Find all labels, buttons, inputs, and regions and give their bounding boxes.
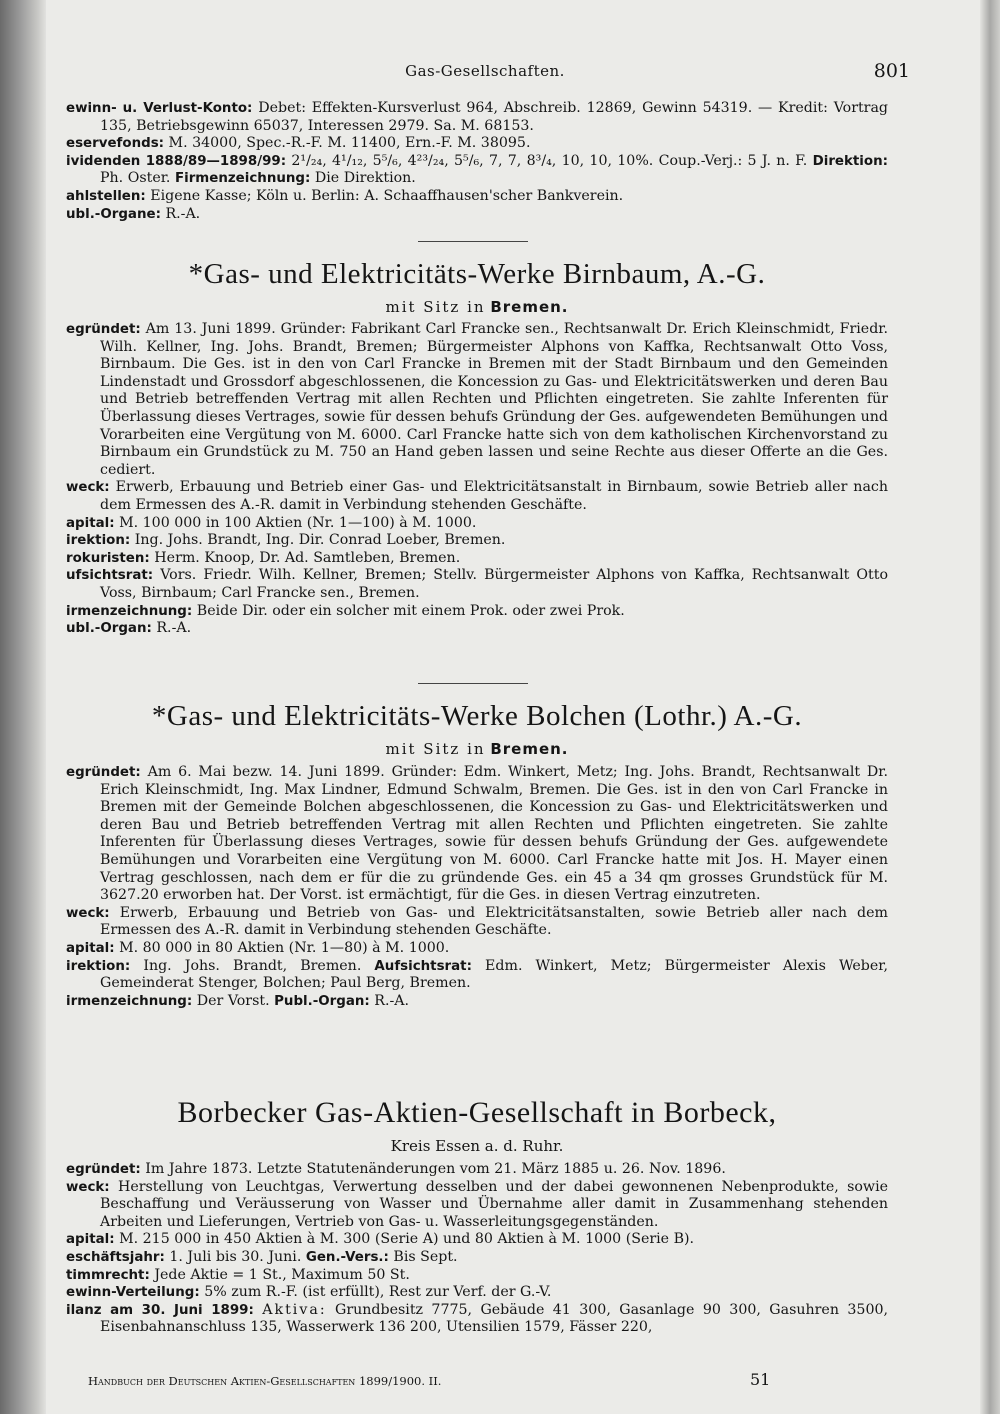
field-label: ividenden 1888/89—1898/99: — [66, 153, 287, 169]
field-sublabel: Aktiva: — [262, 1301, 327, 1318]
prev-entry — [66, 100, 888, 223]
company-entry — [66, 1161, 888, 1337]
field-label: Publ.-Organ: — [274, 993, 370, 1009]
signature-mark: 51 — [750, 1370, 771, 1389]
seat-prefix: mit Sitz in — [385, 740, 486, 758]
section-divider — [418, 683, 528, 684]
entry-field — [66, 100, 888, 135]
entry-field — [66, 764, 888, 905]
field-text: M. 100 000 in 100 Aktien (Nr. 1—100) à M. 1000. — [119, 514, 477, 531]
company-entry — [66, 321, 888, 638]
field-text: Der Vorst. — [196, 992, 270, 1009]
running-header — [60, 62, 910, 86]
field-label: ubl.-Organe: — [66, 206, 161, 222]
seat-city: Bremen. — [490, 740, 569, 758]
field-text: M. 34000, Spec.-R.-F. M. 11400, Ern.-F. M. 38095. — [168, 135, 531, 152]
field-text: Herm. Knoop, Dr. Ad. Samtleben, Bremen. — [154, 549, 461, 566]
company-seat — [66, 298, 888, 316]
field-label: ewinn- u. Verlust-Konto: — [66, 101, 253, 116]
running-title: Gas-Gesellschaften. — [405, 62, 565, 80]
field-label: egründet: — [66, 1162, 141, 1177]
entry-field — [66, 1179, 888, 1232]
field-text: 1. Juli bis 30. Juni. — [169, 1248, 302, 1265]
field-text: Die Direktion. — [314, 170, 416, 187]
entry-field — [66, 993, 888, 1011]
field-text: Erwerb, Erbauung und Betrieb von Gas- und Elektricitätsanstalten, sowie Betrieb aller nach dem Ermessen des A.-R. damit in Verbindung stehenden Geschäfte. — [100, 904, 888, 939]
field-label: weck: — [66, 905, 110, 921]
field-text: Vors. Friedr. Wilh. Kellner, Bremen; Stellv. Bürgermeister Alphons von Kaffka, Rechtsanwalt Otto Voss, Birnbaum; Carl Francke sen., Bremen. — [100, 567, 888, 601]
field-text: Edm. Winkert, Metz; Bürgermeister Alexis Weber, Gemeinderat Stenger, Bolchen; Paul Berg, Bremen. — [100, 957, 888, 992]
entry-field — [66, 550, 888, 568]
field-text: Ph. Oster. — [100, 170, 171, 187]
company-entry — [66, 764, 888, 1010]
entry-field — [66, 135, 888, 153]
entry-field — [66, 1249, 888, 1267]
field-label: Aufsichtsrat: — [374, 958, 472, 974]
field-label: ilanz am 30. Juni 1899: — [66, 1302, 254, 1318]
field-label: apital: — [66, 1232, 115, 1248]
field-text: R.-A. — [156, 620, 192, 637]
field-text: Grundbesitz 7775, Gebäude 41 300, Gasanlage 90 300, Gasuhren 3500, Eisenbahnanschluss 135, Wasserwerk 136 200, Utensilien 1579, Fässer 220, — [100, 1301, 889, 1336]
field-label: weck: — [66, 1179, 110, 1195]
field-label: Direktion: — [812, 153, 888, 169]
field-label: irektion: — [66, 958, 131, 974]
field-text: R.-A. — [165, 205, 201, 222]
field-label: ubl.-Organ: — [66, 621, 152, 637]
field-text: M. 80 000 in 80 Aktien (Nr. 1—80) à M. 1000. — [119, 939, 450, 956]
entry-field — [66, 206, 888, 224]
entry-field — [66, 940, 888, 958]
field-text: R.-A. — [374, 992, 410, 1009]
field-label: ahlstellen: — [66, 188, 146, 204]
scan-left-edge — [0, 0, 46, 1414]
page-number: 801 — [873, 60, 910, 82]
seat-prefix: mit Sitz in — [385, 298, 486, 316]
company-title: Borbecker Gas-Aktien-Gesellschaft in Borbeck, — [177, 1096, 777, 1129]
field-text: Herstellung von Leuchtgas, Verwertung desselben und der dabei gewonnenen Nebenprodukte, sowie Beschaffung und Veräusserung von Wasser und Übernahme aller damit in Zusammenhang stehenden Arbeiten und Lieferungen, Vertrieb von Gas- u. Wasserleitungsgegenständen. — [100, 1178, 888, 1230]
field-text: Ing. Johs. Brandt, Ing. Dir. Conrad Loeber, Bremen. — [134, 532, 506, 549]
company-subtitle: Kreis Essen a. d. Ruhr. — [390, 1137, 564, 1155]
scan-right-edge — [980, 0, 1000, 1414]
field-text: Bis Sept. — [393, 1248, 458, 1265]
field-text: Jede Aktie = 1 St., Maximum 50 St. — [154, 1266, 410, 1283]
field-text: Beide Dir. oder ein solcher mit einem Prok. oder zwei Prok. — [196, 602, 625, 619]
footer-source: Handbuch der Deutschen Aktien-Gesellschaften 1899/1900. II. — [88, 1374, 442, 1388]
section-divider — [418, 241, 528, 242]
entry-field — [66, 620, 888, 638]
field-label: egründet: — [66, 322, 141, 337]
field-text: Im Jahre 1873. Letzte Statutenänderungen vom 21. März 1885 u. 26. Nov. 1896. — [145, 1161, 726, 1177]
entry-field — [66, 1267, 888, 1285]
field-text: 5% zum R.-F. (ist erfüllt), Rest zur Verf. der G.-V. — [204, 1284, 552, 1301]
seat-city: Bremen. — [490, 298, 569, 316]
field-label: Firmenzeichnung: — [174, 171, 311, 187]
entry-field — [66, 1302, 888, 1337]
company-title: *Gas- und Elektricitäts-Werke Birnbaum, A.-G. — [188, 258, 766, 290]
field-text: Erwerb, Erbauung und Betrieb einer Gas- und Elektricitätsanstalt in Birnbaum, sowie Betrieb aller nach dem Ermessen des A.-R. damit in Verbindung stehenden Geschäfte. — [100, 479, 888, 513]
field-label: eservefonds: — [66, 136, 165, 152]
company-title: *Gas- und Elektricitäts-Werke Bolchen (Lothr.) A.-G. — [151, 700, 803, 732]
field-label: ufsichtsrat: — [66, 568, 154, 584]
entry-field — [66, 321, 888, 479]
field-label: egründet: — [66, 765, 141, 780]
entry-field — [66, 603, 888, 621]
field-label: weck: — [66, 480, 110, 496]
field-label: apital: — [66, 515, 115, 531]
field-label: eschäftsjahr: — [66, 1249, 165, 1265]
entry-field — [66, 479, 888, 514]
entry-field — [66, 567, 888, 602]
field-label: irmenzeichnung: — [66, 603, 193, 619]
entry-field — [66, 1161, 888, 1179]
entry-field — [66, 1231, 888, 1249]
company-seat — [66, 740, 888, 758]
entry-field — [66, 1284, 888, 1302]
field-label: apital: — [66, 940, 115, 956]
field-label: rokuristen: — [66, 550, 150, 566]
entry-field — [66, 905, 888, 940]
field-text: 2¹/₂₄, 4¹/₁₂, 5⁵/₆, 4²³/₂₄, 5⁵/₆, 7, 7, 8³/₄, 10, 10, 10%. Coup.-Verj.: 5 J. n. F. — [291, 152, 808, 169]
field-text: Am 13. Juni 1899. Gründer: Fabrikant Carl Francke sen., Rechtsanwalt Dr. Erich Kleinschmidt, Friedr. Wilh. Kellner, Ing. Johs. Brandt, Bremen; Bürgermeister Alphons von Kaffka, Rechtsanwalt Otto Voss, Birnbaum. Die Ges. ist in den von Carl Francke in Bremen mit der Stadt Birnbaum und den Gemeinden Lindenstadt und Grossdorf abgeschlossenen, die Koncession zu Gas- und Elektricitätswerken und deren Bau und Betrieb betreffenden Vertrag mit allen Rechten und Pflichten eingetreten. Sie zahlte Inferenten für Überlassung dieses Vertrages, sowie für dessen behufs Gründung der Ges. aufgewendeten Bemühungen und Vorarbeiten eine Vergütung von M. 6000. Carl Francke hatte sich von dem katholischen Kirchenvorstand zu Birnbaum ein Grundstück zu M. 750 an Hand geben lassen und seine Rechte aus dieser Offerte an die Ges. cediert. — [100, 321, 889, 478]
field-text: Eigene Kasse; Köln u. Berlin: A. Schaaffhausen'scher Bankverein. — [150, 187, 624, 204]
entry-field — [66, 532, 888, 550]
field-label: irektion: — [66, 533, 131, 549]
entry-field — [66, 153, 888, 188]
entry-field — [66, 958, 888, 993]
field-text: M. 215 000 in 450 Aktien à M. 300 (Serie A) und 80 Aktien à M. 1000 (Serie B). — [119, 1231, 695, 1248]
field-text: Debet: Effekten-Kursverlust 964, Abschreib. 12869, Gewinn 54319. — Kredit: Vortrag 135, Betriebsgewinn 65037, Interessen 2979. Sa. M. 68153. — [100, 100, 889, 134]
field-label: ewinn-Verteilung: — [66, 1285, 200, 1301]
field-text: Ing. Johs. Brandt, Bremen. — [143, 957, 362, 974]
entry-field — [66, 188, 888, 206]
field-label: timmrecht: — [66, 1267, 150, 1283]
field-text: Am 6. Mai bezw. 14. Juni 1899. Gründer: Edm. Winkert, Metz; Ing. Johs. Brandt, Rechtsanwalt Dr. Erich Kleinschmidt, Ing. Max Lindner, Edmund Schwalm, Bremen. Die Ges. ist in den von Carl Francke in Bremen mit der Gemeinde Bolchen abgeschlossenen, die Koncession zu Gas- und Elektricitätswerken und deren Bau und Betrieb betreffenden Vertrag mit allen Rechten und Pflichten eingetreten. Sie zahlte Inferenten für Überlassung dieses Vertrages, sowie für dessen behufs Gründung der Ges. aufgewendete Bemühungen und Vorarbeiten eine Vergütung von M. 6000. Carl Francke hatte mit Jos. H. Mayer einen Vertrag geschlossen, nach dem er für die zu gründende Ges. ein 45 a 34 qm grosses Grundstück für M. 3627.20 erworben hat. Der Vorst. ist ermächtigt, für die Ges. in diesen Vertrag einzutreten. — [100, 764, 889, 904]
field-label: Gen.-Vers.: — [305, 1249, 389, 1265]
field-label: irmenzeichnung: — [66, 993, 193, 1009]
entry-field — [66, 515, 888, 533]
